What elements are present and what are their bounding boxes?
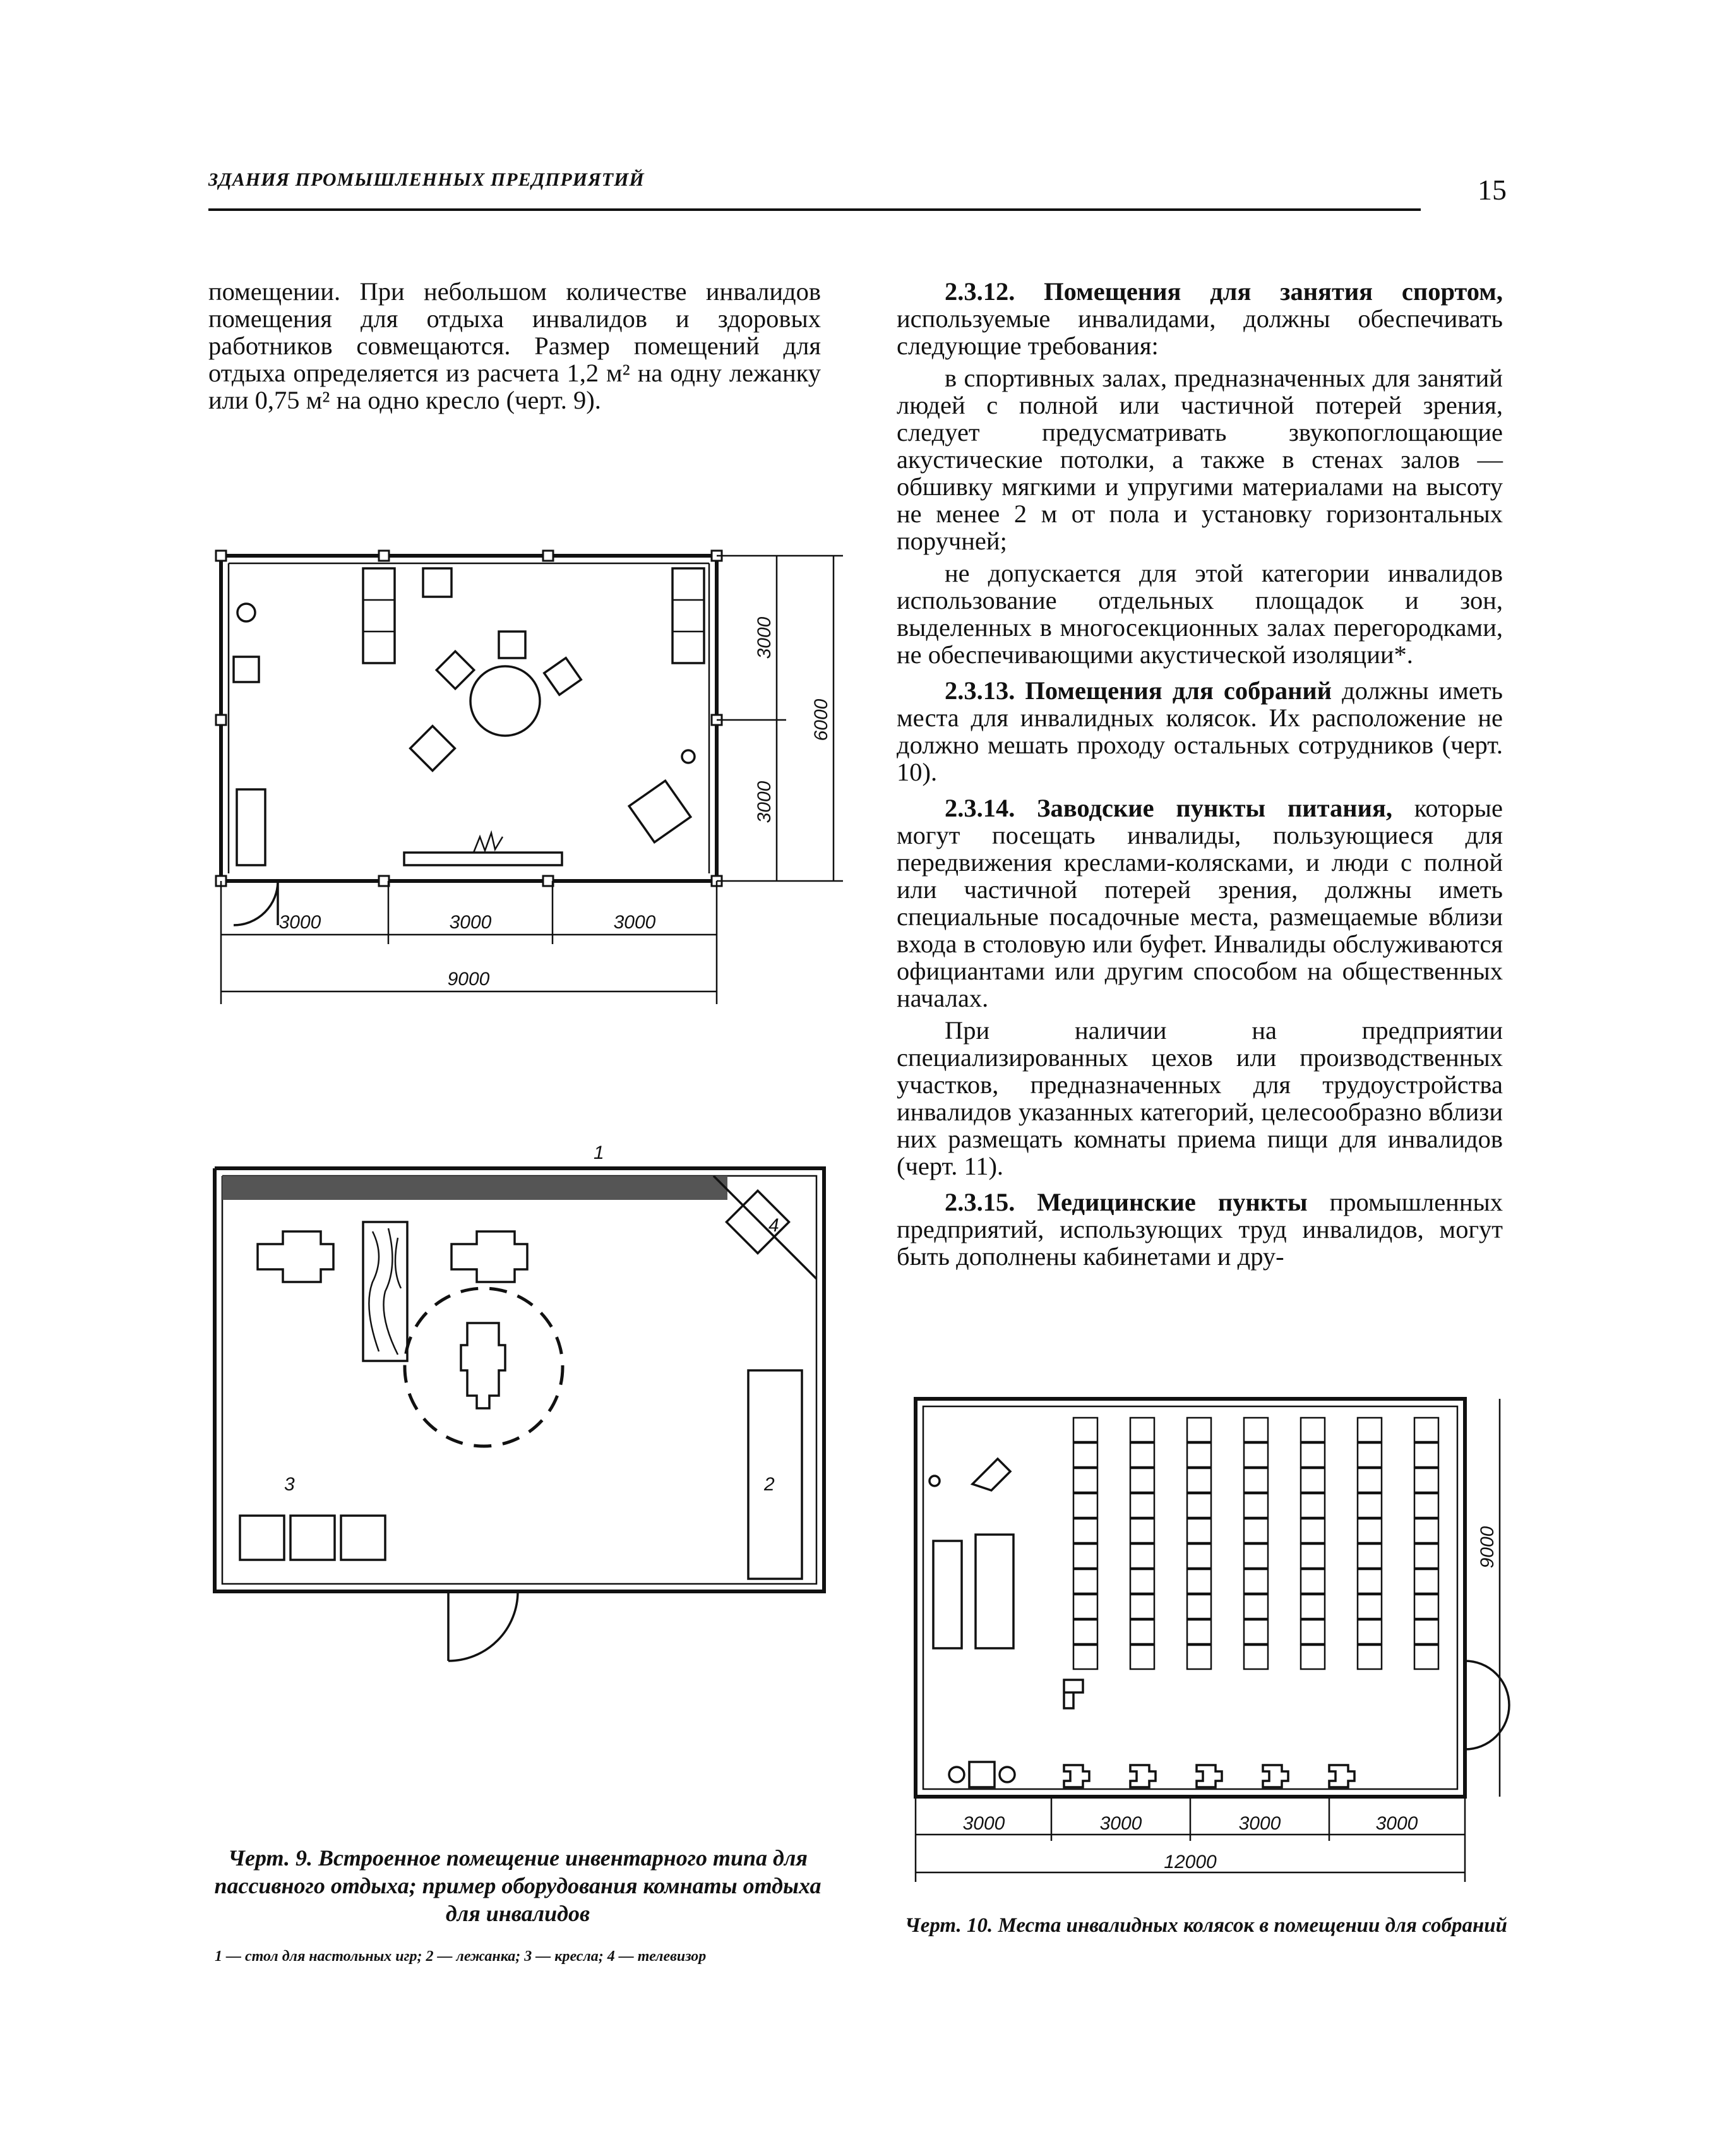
right-column (897, 278, 1503, 1275)
tv-icon (727, 1191, 789, 1254)
seat (1187, 1620, 1211, 1644)
seat (1358, 1418, 1382, 1442)
side-cabinet (933, 1541, 962, 1648)
left-column (208, 278, 821, 419)
seat (1358, 1494, 1382, 1518)
round-table (470, 666, 540, 736)
seat (1301, 1544, 1325, 1568)
seat (1414, 1494, 1438, 1518)
figure-10-caption: Черт. 10. Места инвалидных колясок в помещении для собраний (905, 1914, 1507, 1937)
seat (1301, 1494, 1325, 1518)
label-2: 2 (764, 1474, 775, 1495)
seat (1130, 1494, 1154, 1518)
presidium-table (976, 1535, 1013, 1648)
dim-right-total: 6000 (811, 698, 832, 741)
figure-9-caption: Черт. 9. Встроенное помещение инвентарного типа для пассивного отдыха; пример оборудования комнаты отдыха для инвалидов (214, 1845, 822, 1926)
seat (1358, 1443, 1382, 1467)
figure-10-assembly-hall (909, 1389, 1515, 1888)
wall-posts (216, 551, 722, 886)
wheelchair-icon (410, 726, 455, 771)
header-rule (208, 208, 1421, 211)
section-2-3-12-item-1: в спортивных залах, предназначенных для занятий людей с полной или частичной потерей зрения, следует предусматривать звукопоглощающие акустические потолки, а также в стенах залов — обшивку мягкими и упругими материалами на высоту не менее 2 м от пола и установку горизонтальных поручней; (897, 364, 1503, 555)
plant-icon (1000, 1767, 1015, 1782)
seat (1358, 1519, 1382, 1543)
cabinet-icon (234, 657, 259, 682)
seat (1187, 1468, 1211, 1492)
dim-right-1: 3000 (754, 616, 775, 659)
seat (1130, 1418, 1154, 1442)
plant-sketch (474, 833, 503, 853)
seat (1358, 1595, 1382, 1619)
seat (1073, 1468, 1097, 1492)
cabinet-icon (969, 1762, 995, 1787)
seat (1244, 1468, 1268, 1492)
seating-rows (1073, 1418, 1438, 1669)
section-2-3-14-paragraph-2: При наличии на предприятии специализированных цехов или производственных участков, предназначенных для трудоустройства инвалидов указанных категорий, целесообразно вблизи них размещать комнаты приема пищи для инвалидов (черт. 11). (897, 1016, 1503, 1180)
plant-icon (949, 1767, 964, 1782)
seat (1244, 1544, 1268, 1568)
wheelchair-turning-circle (405, 1288, 563, 1446)
section-2-3-15-heading: 2.3.15. Медицинские пункты (945, 1188, 1308, 1216)
dim-right-2: 3000 (754, 781, 775, 823)
seat (1130, 1595, 1154, 1619)
section-2-3-15 (897, 1189, 1503, 1270)
wheelchair-place (1329, 1765, 1354, 1787)
dim-bottom-4: 3000 (1375, 1813, 1418, 1834)
wheelchair-icon (461, 1323, 505, 1408)
seat (1414, 1620, 1438, 1644)
figure-9-room-plan (208, 537, 852, 1004)
armchair-icon (290, 1516, 335, 1560)
seat (1244, 1519, 1268, 1543)
armchair-bottom-right (629, 781, 690, 842)
dim-bottom-total: 9000 (447, 969, 490, 990)
room-walls (221, 556, 717, 881)
seat (1244, 1595, 1268, 1619)
dim-bottom-total: 12000 (1164, 1852, 1217, 1872)
seat (1187, 1519, 1211, 1543)
dim-bottom-1: 3000 (962, 1813, 1005, 1834)
seat (1073, 1443, 1097, 1467)
couch-right (672, 568, 704, 663)
sink-icon (929, 1476, 940, 1486)
chair-icon (499, 632, 525, 658)
seat (1301, 1620, 1325, 1644)
label-4: 4 (768, 1215, 779, 1236)
seat (1073, 1544, 1097, 1568)
section-2-3-13 (897, 677, 1503, 786)
section-2-3-12 (897, 278, 1503, 359)
section-2-3-14-text: которые могут посещать инвалиды, пользующиеся для передвижения креслами-колясками, и люди с полной или частичной потерей зрения, должны иметь специальные посадочные места, размещаемые вблизи входа в столовую или буфет. Инвалиды обслуживаются официантами или другим способом на общественных началах. (897, 794, 1503, 1012)
seat (1358, 1468, 1382, 1492)
seat (1358, 1645, 1382, 1669)
tv-corner (714, 1176, 816, 1279)
door-swing (448, 1591, 518, 1661)
seat (1187, 1569, 1211, 1593)
wheelchair-spot (1064, 1680, 1083, 1708)
dim-bottom-2: 3000 (449, 912, 492, 933)
dim-bottom-3: 3000 (1238, 1813, 1281, 1834)
section-2-3-14 (897, 794, 1503, 1012)
label-1: 1 (594, 1142, 604, 1163)
armchair-icon (240, 1516, 284, 1560)
section-2-3-12-heading: 2.3.12. Помещения для занятия спортом, (945, 277, 1503, 306)
dim-bottom-2: 3000 (1099, 1813, 1142, 1834)
seat (1130, 1468, 1154, 1492)
seat (1358, 1569, 1382, 1593)
seat (1244, 1418, 1268, 1442)
seat (1301, 1468, 1325, 1492)
seat (1244, 1569, 1268, 1593)
seat (1301, 1418, 1325, 1442)
seat (1301, 1595, 1325, 1619)
seat (1414, 1519, 1438, 1543)
section-2-3-15-text: промышленных предприятий, использующих труд инвалидов, могут быть дополнены кабинетами и дру- (897, 1188, 1503, 1271)
door-swing (1465, 1661, 1509, 1749)
seat (1187, 1595, 1211, 1619)
seat (1073, 1418, 1097, 1442)
plant-icon (682, 750, 695, 763)
dimension-lines (916, 1399, 1500, 1882)
dim-bottom-1: 3000 (278, 912, 321, 933)
seat (1414, 1418, 1438, 1442)
seat (1130, 1620, 1154, 1644)
wheelchair-place (1130, 1765, 1156, 1787)
armchair-icon (341, 1516, 385, 1560)
seat (1244, 1620, 1268, 1644)
seat (1073, 1494, 1097, 1518)
seat (1414, 1569, 1438, 1593)
seat (1073, 1595, 1097, 1619)
wheelchair-place (1197, 1765, 1222, 1787)
dim-bottom-3: 3000 (613, 912, 656, 933)
running-title: ЗДАНИЯ ПРОМЫШЛЕННЫХ ПРЕДПРИЯТИЙ (208, 169, 645, 190)
seat (1358, 1620, 1382, 1644)
seat (1130, 1569, 1154, 1593)
bench-left (237, 789, 265, 865)
figure-9-equipment-plan (208, 1142, 840, 1686)
sink-icon (237, 604, 255, 621)
seat (1130, 1519, 1154, 1543)
hatched-strip (222, 1176, 727, 1200)
seat (1244, 1645, 1268, 1669)
seat (1130, 1645, 1154, 1669)
seat (1187, 1418, 1211, 1442)
door-swing (234, 881, 278, 925)
label-3: 3 (284, 1474, 295, 1495)
figure-9-legend: 1 — стол для настольных игр; 2 — лежанка; 3 — кресла; 4 — телевизор (215, 1948, 707, 1965)
dim-right: 9000 (1477, 1526, 1498, 1569)
couch-left (363, 568, 395, 663)
seat (1130, 1443, 1154, 1467)
section-2-3-12-item-2: не допускается для этой категории инвалидов использование отдельных площадок и зон, выделенных в многосекционных залах перегородками, не обеспечивающими акустической изоляции*. (897, 559, 1503, 669)
section-2-3-13-heading: 2.3.13. Помещения для собраний (945, 676, 1332, 705)
seat (1073, 1620, 1097, 1644)
wheelchair-place (1064, 1765, 1089, 1787)
section-2-3-13-text: должны иметь места для инвалидных колясок. Их расположение не должно мешать проходу остальных сотрудников (черт. 10). (897, 676, 1503, 786)
seat (1187, 1544, 1211, 1568)
seat (1414, 1544, 1438, 1568)
seat (1414, 1468, 1438, 1492)
seat (1073, 1645, 1097, 1669)
seat (1414, 1443, 1438, 1467)
seat (1187, 1645, 1211, 1669)
wheelchair-places (1064, 1765, 1354, 1787)
section-2-3-12-text: используемые инвалидами, должны обеспечивать следующие требования: (897, 304, 1503, 360)
couch (748, 1370, 802, 1579)
lectern-icon (972, 1459, 1010, 1490)
section-2-3-14-heading: 2.3.14. Заводские пункты питания, (945, 794, 1392, 822)
seat (1073, 1569, 1097, 1593)
seat (1130, 1544, 1154, 1568)
seat (1073, 1519, 1097, 1543)
seat (1244, 1443, 1268, 1467)
chair-table-1 (258, 1231, 333, 1282)
chair-icon (544, 658, 581, 695)
chair-icon (436, 651, 474, 688)
seat (1187, 1494, 1211, 1518)
flower-box (404, 853, 562, 865)
seat (1187, 1443, 1211, 1467)
seat (1301, 1569, 1325, 1593)
page-number: 15 (1478, 174, 1507, 206)
armchair-top (423, 568, 451, 597)
seat (1414, 1645, 1438, 1669)
seat (1301, 1645, 1325, 1669)
chair-table-2 (451, 1231, 527, 1282)
left-paragraph: помещении. При небольшом количестве инвалидов помещения для отдыха инвалидов и здоровых работников совмещаются. Размер помещений для отдыха определяется из расчета 1,2 м² на одну лежанку или 0,75 м² на одно кресло (черт. 9). (208, 277, 821, 414)
seat (1358, 1544, 1382, 1568)
seat (1301, 1519, 1325, 1543)
seat (1414, 1595, 1438, 1619)
seat (1244, 1494, 1268, 1518)
wheelchair-place (1263, 1765, 1288, 1787)
seat (1301, 1443, 1325, 1467)
